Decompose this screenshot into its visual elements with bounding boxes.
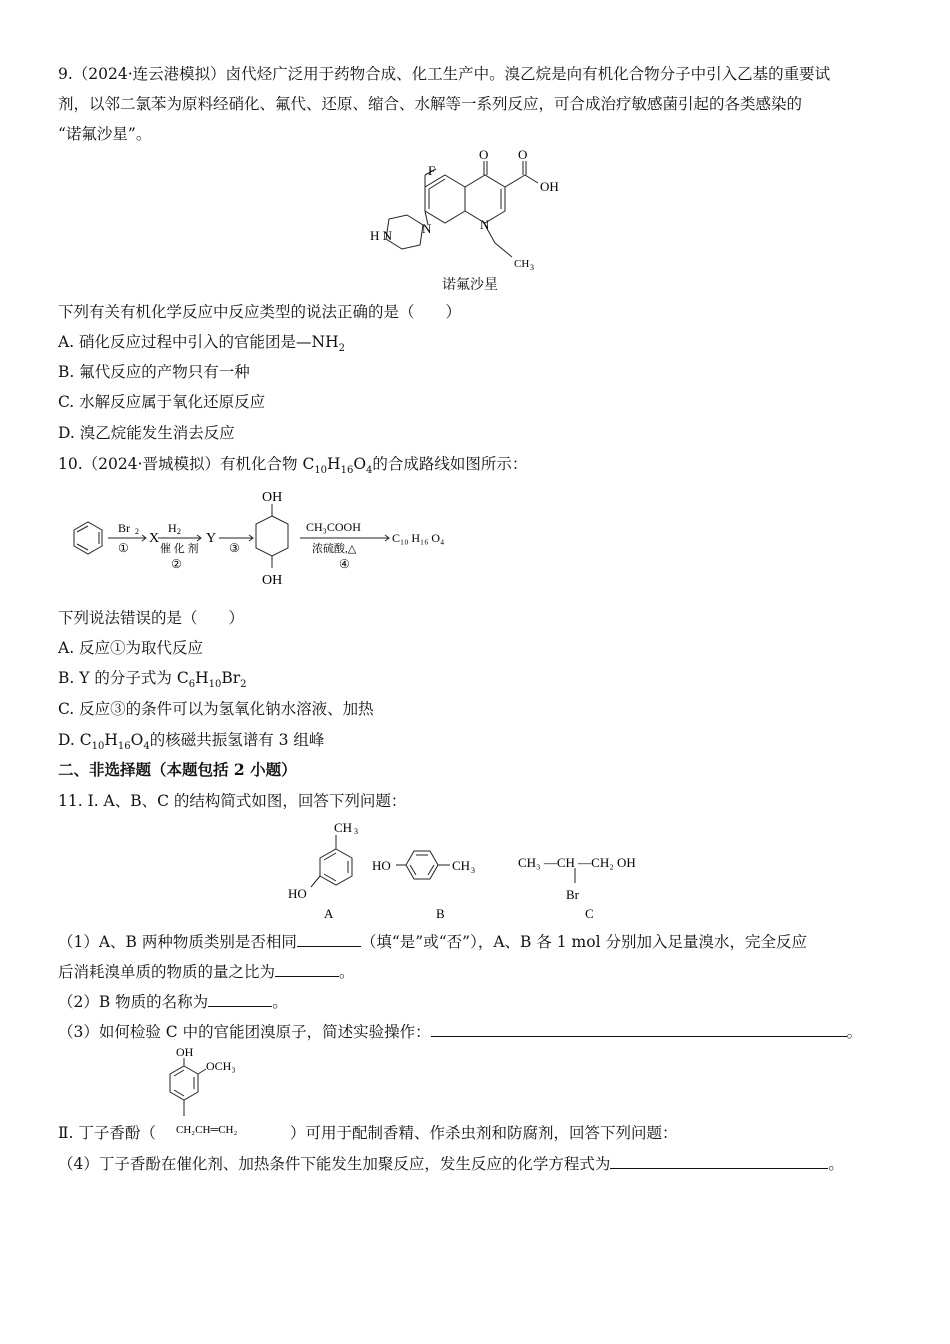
a-ch3-label: CH [334, 820, 353, 835]
q10-title-c-sub: 10 [314, 465, 328, 477]
q11-intro: 11. I. A、B、C 的结构简式如图，回答下列问题： [58, 792, 407, 810]
q10-title-o: O [353, 455, 367, 473]
q10-option-b-h: H [195, 669, 209, 687]
acid-o-label: O [518, 147, 528, 162]
eugenol-structure [160, 1044, 280, 1136]
reagent-4: CH₃COOH [306, 520, 361, 534]
q11-p4-end: 。 [828, 1155, 844, 1173]
q10-option-b-pre: B. Y 的分子式为 C [58, 669, 189, 687]
q9-option-c: C. 水解反应属于氧化还原反应 [58, 393, 266, 411]
f-label: F [428, 163, 436, 178]
ch3-label: CH [514, 258, 530, 270]
q11-p4-text: （4）丁子香酚在催化剂、加热条件下能发生加聚反应，发生反应的化学方程式为 [58, 1155, 611, 1173]
a-ch3-sub: 3 [354, 827, 358, 836]
acid-oh-label: OH [540, 179, 559, 194]
diol-oh-bottom: OH [262, 573, 283, 588]
q10-title-o-sub: 4 [366, 465, 373, 477]
benzene-ring [74, 522, 102, 554]
answer-blank-4[interactable] [431, 1022, 847, 1037]
answer-blank-2[interactable] [275, 962, 339, 977]
q9-option-a-text: A. 硝化反应过程中引入的官能团是—NH [58, 333, 339, 351]
q11-part1-line1 [58, 930, 807, 952]
answer-blank-3[interactable] [208, 992, 272, 1007]
synthesis-scheme [56, 484, 476, 592]
eugenol-oh: OH [176, 1045, 194, 1059]
br2-sub: 2 [135, 527, 139, 536]
step-1: ① [118, 541, 129, 555]
q11-p1-text-b: （填“是”或“否”），A、B 各 1 mol 分别加入足量溴水，完全反应 [360, 933, 807, 951]
q10-title-h-sub: 16 [340, 465, 354, 477]
q10-title-h: H [327, 455, 341, 473]
diol-oh-top: OH [262, 490, 283, 505]
q10-option-c: C. 反应③的条件可以为氢氧化钠水溶液、加热 [58, 700, 374, 718]
q11-part4 [58, 1152, 844, 1174]
q10-title [58, 452, 527, 476]
label-b: B [436, 906, 445, 921]
br2-reagent: Br [118, 521, 130, 535]
q10-option-b-s1: 6 [188, 679, 196, 691]
answer-blank-5[interactable] [610, 1154, 828, 1169]
ch3-sub: 3 [530, 263, 534, 272]
q11-p1-text-a: （1）A、B 两种物质类别是否相同 [58, 933, 297, 951]
c-br-label: Br [566, 887, 579, 902]
step-3: ③ [229, 541, 240, 555]
q9-option-b: B. 氟代反应的产物只有一种 [58, 363, 250, 381]
q10-option-b [58, 666, 247, 690]
q10-option-d-o: O [130, 731, 144, 749]
q11-p3-end: 。 [846, 1023, 863, 1041]
q11-part1-line2 [58, 960, 355, 982]
ring-n-label: N [480, 217, 490, 232]
q9-line-2: 剂，以邻二氯苯为原料经硝化、氟代、还原、缩合、水解等一系列反应，可合成治疗敏感菌引起的各类感染的 [58, 95, 803, 113]
h2-sub: 2 [177, 527, 181, 536]
answer-blank-1[interactable] [297, 932, 361, 947]
h2-reagent: H [168, 521, 177, 535]
cyclohexanediol-ring [256, 516, 288, 556]
q9-option-a-sub: 2 [338, 343, 346, 355]
step-2: ② [171, 557, 182, 571]
q10-stem: 下列说法错误的是（ ） [58, 609, 245, 627]
q9-line-3: “诺氟沙星”。 [58, 125, 152, 143]
q11-part2-pre: Ⅱ. 丁子香酚（ [58, 1124, 156, 1142]
q10-option-b-s2: 10 [208, 679, 222, 691]
condition-4: 浓硫酸,△ [312, 543, 357, 555]
structure-a-ring [320, 849, 352, 885]
keto-o-label: O [479, 147, 489, 162]
piperazine-n-label: N [422, 221, 432, 236]
norfloxacin-structure [360, 145, 600, 275]
q11-p2-text: （2）B 物质的名称为 [58, 993, 209, 1011]
q10-option-d-h: H [104, 731, 118, 749]
norfloxacin-caption: 诺氟沙星 [442, 277, 498, 293]
c-chain: CH₃ —CH —CH₂ OH [518, 855, 636, 870]
b-ch3-sub: 3 [471, 866, 475, 875]
q11-part2-post: ）可用于配制香精、作杀虫剂和防腐剂，回答下列问题： [290, 1124, 678, 1142]
label-c: C [585, 906, 594, 921]
q10-option-d-pre: D. C [58, 731, 92, 749]
q10-option-d-s3: 4 [143, 741, 150, 753]
q10-option-d-post: 的核磁共振氢谱有 3 组峰 [149, 731, 325, 749]
b-ch3-label: CH [452, 858, 471, 873]
q10-option-a: A. 反应①为取代反应 [58, 639, 204, 657]
section-heading: 二、非选择题（本题包括 2 小题） [58, 760, 297, 779]
q9-line-1: 9.（2024·连云港模拟）卤代烃广泛用于药物合成、化工生产中。溴乙烷是向有机化合物分子中引入乙基的重要试 [58, 65, 831, 83]
b-ho-label: HO [372, 858, 391, 873]
q11-part2 [58, 990, 288, 1012]
q9-option-a [58, 330, 345, 354]
catalyst: 催 化 剂 [160, 543, 199, 555]
q11-part3 [58, 1020, 862, 1042]
eugenol-allyl: CH₂CH═CH₂ [176, 1124, 238, 1136]
q10-title-post: 的合成路线如图所示： [372, 455, 528, 473]
q10-option-b-br: Br [221, 669, 241, 687]
q10-option-d [58, 728, 324, 752]
step-4: ④ [339, 557, 350, 571]
a-ho-label: HO [288, 886, 307, 901]
hn-label: H N [370, 228, 393, 243]
q9-stem: 下列有关有机化学反应中反应类型的说法正确的是（ ） [58, 303, 462, 321]
q10-option-d-s2: 16 [117, 741, 131, 753]
compound-x: X [149, 531, 160, 546]
q10-option-b-s3: 2 [240, 679, 247, 691]
eugenol-och3: OCH₃ [206, 1059, 236, 1073]
q11-p3-text: （3）如何检验 C 中的官能团溴原子，简述实验操作： [58, 1023, 431, 1041]
q10-option-d-s1: 10 [91, 741, 105, 753]
q11-p1-text-d: 。 [339, 963, 355, 981]
q11-p1-text-c: 后消耗溴单质的物质的量之比为 [58, 963, 276, 981]
abc-structures [280, 815, 680, 925]
label-a: A [324, 906, 334, 921]
q9-option-d: D. 溴乙烷能发生消去反应 [58, 424, 235, 442]
q11-p2-end: 。 [272, 993, 288, 1011]
product-formula: C₁₀ H₁₆ O₄ [392, 531, 445, 545]
q10-title-pre: 10.（2024·晋城模拟）有机化合物 C [58, 455, 315, 473]
compound-y: Y [206, 531, 217, 546]
